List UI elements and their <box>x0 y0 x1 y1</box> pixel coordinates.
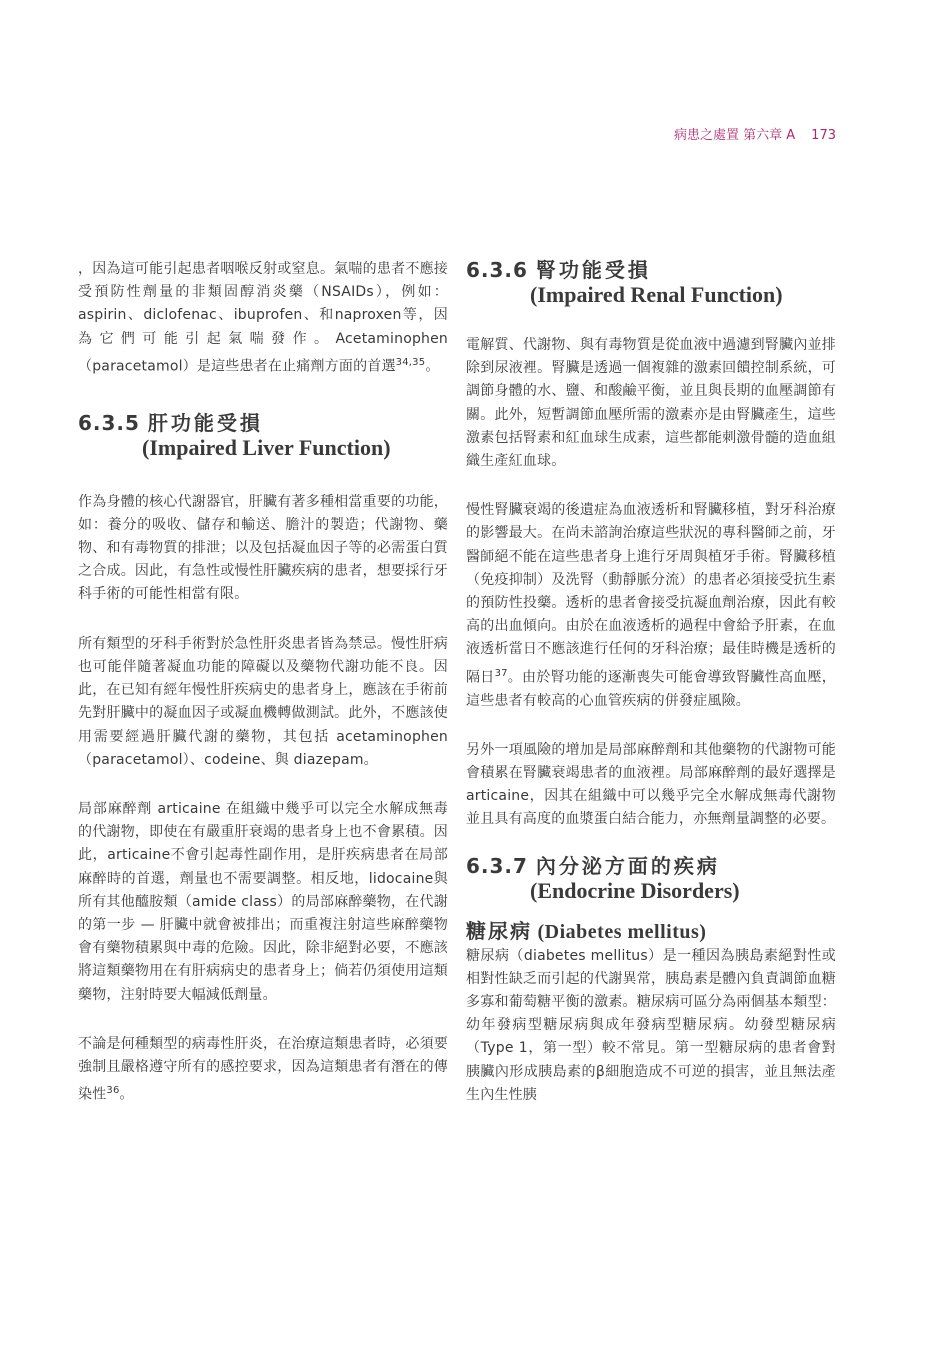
paragraph-text: 不論是何種類型的病毒性肝炎，在治療這類患者時，必須要強制且嚴格遵守所有的感控要求，因為這類患者有潛在的傳染性 <box>78 1035 448 1103</box>
section-title-zh: 肝功能受損 <box>147 410 263 435</box>
paragraph-end: 。 <box>425 358 440 375</box>
paragraph-text: ，因為這可能引起患者咽喉反射或窒息。氣喘的患者不應接受預防性劑量的非類固醇消炎藥（NSAIDs），例如：aspirin、diclofenac、ibuprofen、和naproxen等，因為它們可能引起氣喘發作。Acetaminophen（paracetamol）是這些患者在止痛劑方面的首選 <box>78 261 448 375</box>
paragraph-continued <box>78 258 448 379</box>
page-number: 173 <box>811 128 836 143</box>
paragraph-liver-4 <box>78 1033 448 1107</box>
section-heading-endocrine <box>466 854 836 904</box>
paragraph-liver-3: 局部麻醉劑 articaine 在組織中幾乎可以完全水解成無毒的代謝物，即使在有嚴重肝衰竭的患者身上也不會累積。因此，articaine不會引起毒性副作用，是肝疾病患者在局部麻醉時的首選，劑量也不需要調整。相反地，lidocaine與所有其他醯胺類（amide class）的局部麻醉藥物，在代謝的第一步 — 肝臟中就會被排出；而重複注射這些麻醉藥物會有藥物積累與中毒的危險。因此，除非絕對必要，不應該將這類藥物用在有肝病病史的患者身上；倘若仍須使用這類藥物，注射時要大幅減低劑量。 <box>78 800 448 1003</box>
section-heading-liver <box>78 411 448 461</box>
paragraph-renal-3: 另外一項風險的增加是局部麻醉劑和其他藥物的代謝物可能會積累在腎臟衰竭患者的血液裡。局部麻醉劑的最好選擇是 articaine，因其在組織中可以幾乎完全水解成無毒代謝物並且具有高度的血漿蛋白結合能力，亦無劑量調整的必要。 <box>466 741 836 828</box>
section-title-en: (Impaired Renal Function) <box>530 282 783 307</box>
section-heading-renal <box>466 258 836 308</box>
paragraph-liver-2: 所有類型的牙科手術對於急性肝炎患者皆為禁忌。慢性肝病也可能伴隨著凝血功能的障礙以及藥物代謝功能不良。因此，在已知有經年慢性肝疾病史的患者身上，應該在手術前先對肝臟中的凝血因子或凝血機轉做測試。此外，不應該使用需要經過肝臟代謝的藥物，其包括 acetaminophen（paracetamol）、codeine、與 diazepam。 <box>78 635 448 768</box>
running-head <box>674 124 836 143</box>
paragraph-text: 慢性腎臟衰竭的後遺症為血液透析和腎臟移植，對牙科治療的影響最大。在尚未諮詢治療這些狀況的專科醫師之前，牙醫師絕不能在這些患者身上進行牙周與植牙手術。腎臟移植（免疫抑制）及洗腎（動靜脈分流）的患者必須接受抗生素的預防性投藥。透析的患者會接受抗凝血劑治療，因此有較高的出血傾向。由於在血液透析的過程中會給予肝素，在血液透析當日不應該進行任何的牙科治療；最佳時機是透析的隔日 <box>466 502 836 686</box>
citation-ref: 37 <box>494 667 508 679</box>
section-title-zh: 內分泌方面的疾病 <box>535 853 720 878</box>
section-number: 6.3.5 <box>78 410 140 435</box>
section-title-en: (Impaired Liver Function) <box>142 434 391 460</box>
left-column <box>78 258 448 1107</box>
paragraph-renal-2 <box>466 499 836 712</box>
subsection-title-zh: 糖尿病 <box>466 918 532 943</box>
section-number: 6.3.6 <box>466 258 528 282</box>
section-title-en: (Endocrine Disorders) <box>530 877 740 903</box>
paragraph-end: 。 <box>119 1086 134 1103</box>
subsection-heading-diabetes <box>466 918 836 945</box>
paragraph-liver-1: 作為身體的核心代謝器官，肝臟有著多種相當重要的功能，如：養分的吸收、儲存和輸送、膽汁的製造；代謝物、藥物、和有毒物質的排泄；以及包括凝血因子等的必需蛋白質之合成。因此，有急性或慢性肝臟疾病的患者，想要採行牙科手術的可能性相當有限。 <box>78 493 448 603</box>
citation-ref: 36 <box>106 1085 120 1097</box>
paragraph-diabetes-1: 糖尿病（diabetes mellitus）是一種因為胰島素絕對性或相對性缺乏而引起的代謝異常，胰島素是體內負責調節血糖多寡和葡萄糖平衡的激素。糖尿病可區分為兩個基本類型：幼年發病型糖尿病與成年發病型糖尿病。幼發型糖尿病（Type 1，第一型）較不常見。第一型糖尿病的患者會對胰臟內形成胰島素的β細胞造成不可逆的損害，並且無法產生內生性胰 <box>466 947 836 1103</box>
paragraph-end: 。由於腎功能的逐漸喪失可能會導致腎臟性高血壓，這些患者有較高的心血管疾病的併發症風險。 <box>466 669 836 709</box>
subsection-title-en: (Diabetes mellitus) <box>537 920 707 943</box>
running-title: 病患之處置 第六章 A <box>674 128 796 143</box>
section-title-zh: 腎功能受損 <box>535 258 651 282</box>
section-number: 6.3.7 <box>466 853 528 878</box>
paragraph-renal-1: 電解質、代謝物、與有毒物質是從血液中過濾到腎臟內並排除到尿液裡。腎臟是透過一個複雜的激素回饋控制系統，可調節身體的水、鹽、和酸鹼平衡，並且與長期的血壓調節有關。此外，短暫調節血壓所需的激素亦是由腎臟產生，這些激素包括腎素和紅血球生成素，這些都能刺激骨髓的造血組織生產紅血球。 <box>466 337 836 470</box>
citation-ref: 34,35 <box>395 356 426 368</box>
right-column <box>466 258 836 1107</box>
